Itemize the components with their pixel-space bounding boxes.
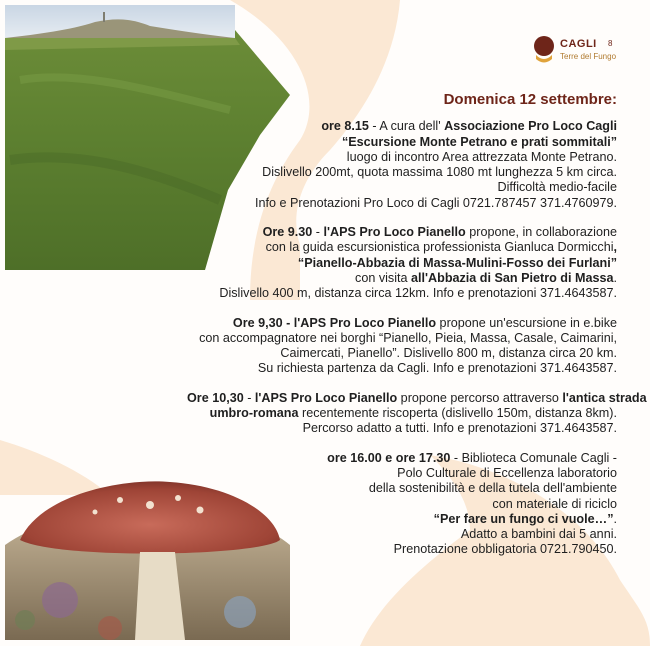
bold-text: Ore 9,30 - l'APS Pro Loco Pianello <box>232 315 437 330</box>
logo-title: CAGLI <box>560 38 597 50</box>
program-text <box>187 91 647 572</box>
bold-text: umbro-romana <box>209 406 299 421</box>
event-line <box>187 406 617 421</box>
event-block <box>187 225 617 301</box>
event-line <box>187 286 617 301</box>
body-text: Info e Prenotazioni Pro Loco di Cagli 0721.787457 371.4760979. <box>255 195 617 210</box>
bold-text: all'Abbazia di San Pietro di Massa <box>411 270 614 285</box>
logo-number: 8 <box>608 39 613 48</box>
bold-text: “Escursione Monte Petrano e prati sommitali” <box>341 134 617 149</box>
body-text: con accompagnatore nei borghi “Pianello, Pieia, Massa, Casale, Caimarini, <box>199 330 617 345</box>
event-block <box>187 451 617 558</box>
body-text: . <box>613 511 617 526</box>
body-text: . <box>613 270 617 285</box>
event-line <box>187 466 617 481</box>
bold-text: “Pianello-Abbazia di Massa-Mulini-Fosso dei Furlani” <box>297 255 617 270</box>
bold-text: l'APS Pro Loco Pianello <box>323 225 466 240</box>
body-text: Dislivello 200mt, quota massima 1080 mt lunghezza 5 km circa. <box>262 165 617 180</box>
event-line <box>187 481 617 496</box>
event-line <box>187 225 617 240</box>
bold-text: l'APS Pro Loco Pianello <box>254 390 398 405</box>
event-line <box>187 196 617 211</box>
event-block <box>187 119 617 211</box>
event-list <box>187 119 647 557</box>
event-line <box>187 390 647 406</box>
body-text: - Biblioteca Comunale Cagli - <box>450 450 617 465</box>
body-text: con la guida escursionistica professionista Gianluca Dormicchi <box>265 240 614 255</box>
bold-text: ore 16.00 e ore 17.30 <box>327 450 451 465</box>
body-text: propone, in collaborazione <box>465 225 617 240</box>
event-line <box>187 240 617 255</box>
body-text: - <box>243 390 255 405</box>
event-block <box>187 316 617 377</box>
event-line <box>187 271 617 286</box>
page-title: Domenica 12 settembre: <box>443 91 617 108</box>
event-line <box>187 497 617 512</box>
event-line <box>187 331 617 346</box>
event-block <box>187 390 647 437</box>
body-text: con visita <box>355 270 412 285</box>
body-text: propone percorso attraverso <box>397 390 563 405</box>
event-line <box>187 451 617 466</box>
event-line <box>187 119 617 134</box>
body-text: recentemente riscoperta (dislivello 150m, distanza 8km). <box>298 406 617 421</box>
body-text: Caimercati, Pianello”. Dislivello 800 m, distanza circa 20 km. <box>280 346 617 361</box>
event-line <box>187 361 617 376</box>
body-text: - A cura dell' <box>368 119 445 134</box>
event-line <box>187 527 617 542</box>
bold-text: “Per fare un fungo ci vuole…” <box>433 511 614 526</box>
body-text: Dislivello 400 m, distanza circa 12km. Info e prenotazioni 371.4643587. <box>219 286 617 301</box>
bold-text: Ore 10,30 <box>187 390 244 405</box>
cagli-logo <box>530 33 625 69</box>
body-text: Prenotazione obbligatoria 0721.790450. <box>393 542 617 557</box>
event-line <box>187 180 617 195</box>
body-text: Percorso adatto a tutti. Info e prenotazioni 371.4643587. <box>302 421 617 436</box>
bold-text: Ore 9.30 <box>262 225 313 240</box>
body-text: con materiale di riciclo <box>492 496 617 511</box>
bold-text: l'antica strada <box>562 390 647 405</box>
logo-subtitle: Terre del Fungo <box>560 52 617 61</box>
event-line <box>187 316 617 331</box>
event-line <box>187 542 617 557</box>
body-text: Adatto a bambini dai 5 anni. <box>460 527 617 542</box>
bold-text: Associazione Pro Loco Cagli <box>444 119 617 134</box>
body-text: Difficoltà medio-facile <box>497 180 617 195</box>
mushroom-logo-icon <box>532 35 556 65</box>
body-text: Su richiesta partenza da Cagli. Info e prenotazioni 371.4643587. <box>257 361 617 376</box>
body-text: della sostenibilità e della tutela dell'ambiente <box>368 481 617 496</box>
body-text: luogo di incontro Area attrezzata Monte Petrano. <box>346 149 617 164</box>
body-text: Polo Culturale di Eccellenza laboratorio <box>397 465 617 480</box>
body-text: propone un'escursione in e.bike <box>436 315 617 330</box>
event-line <box>187 150 617 165</box>
event-line <box>187 421 617 436</box>
accent-shape-left <box>0 440 110 495</box>
event-line <box>187 346 617 361</box>
event-line <box>187 165 617 180</box>
bold-text: ore 8.15 <box>321 119 369 134</box>
event-line <box>187 135 617 150</box>
bold-text: , <box>613 240 617 255</box>
event-line <box>187 512 617 527</box>
body-text: - <box>312 225 324 240</box>
event-line <box>187 256 617 271</box>
